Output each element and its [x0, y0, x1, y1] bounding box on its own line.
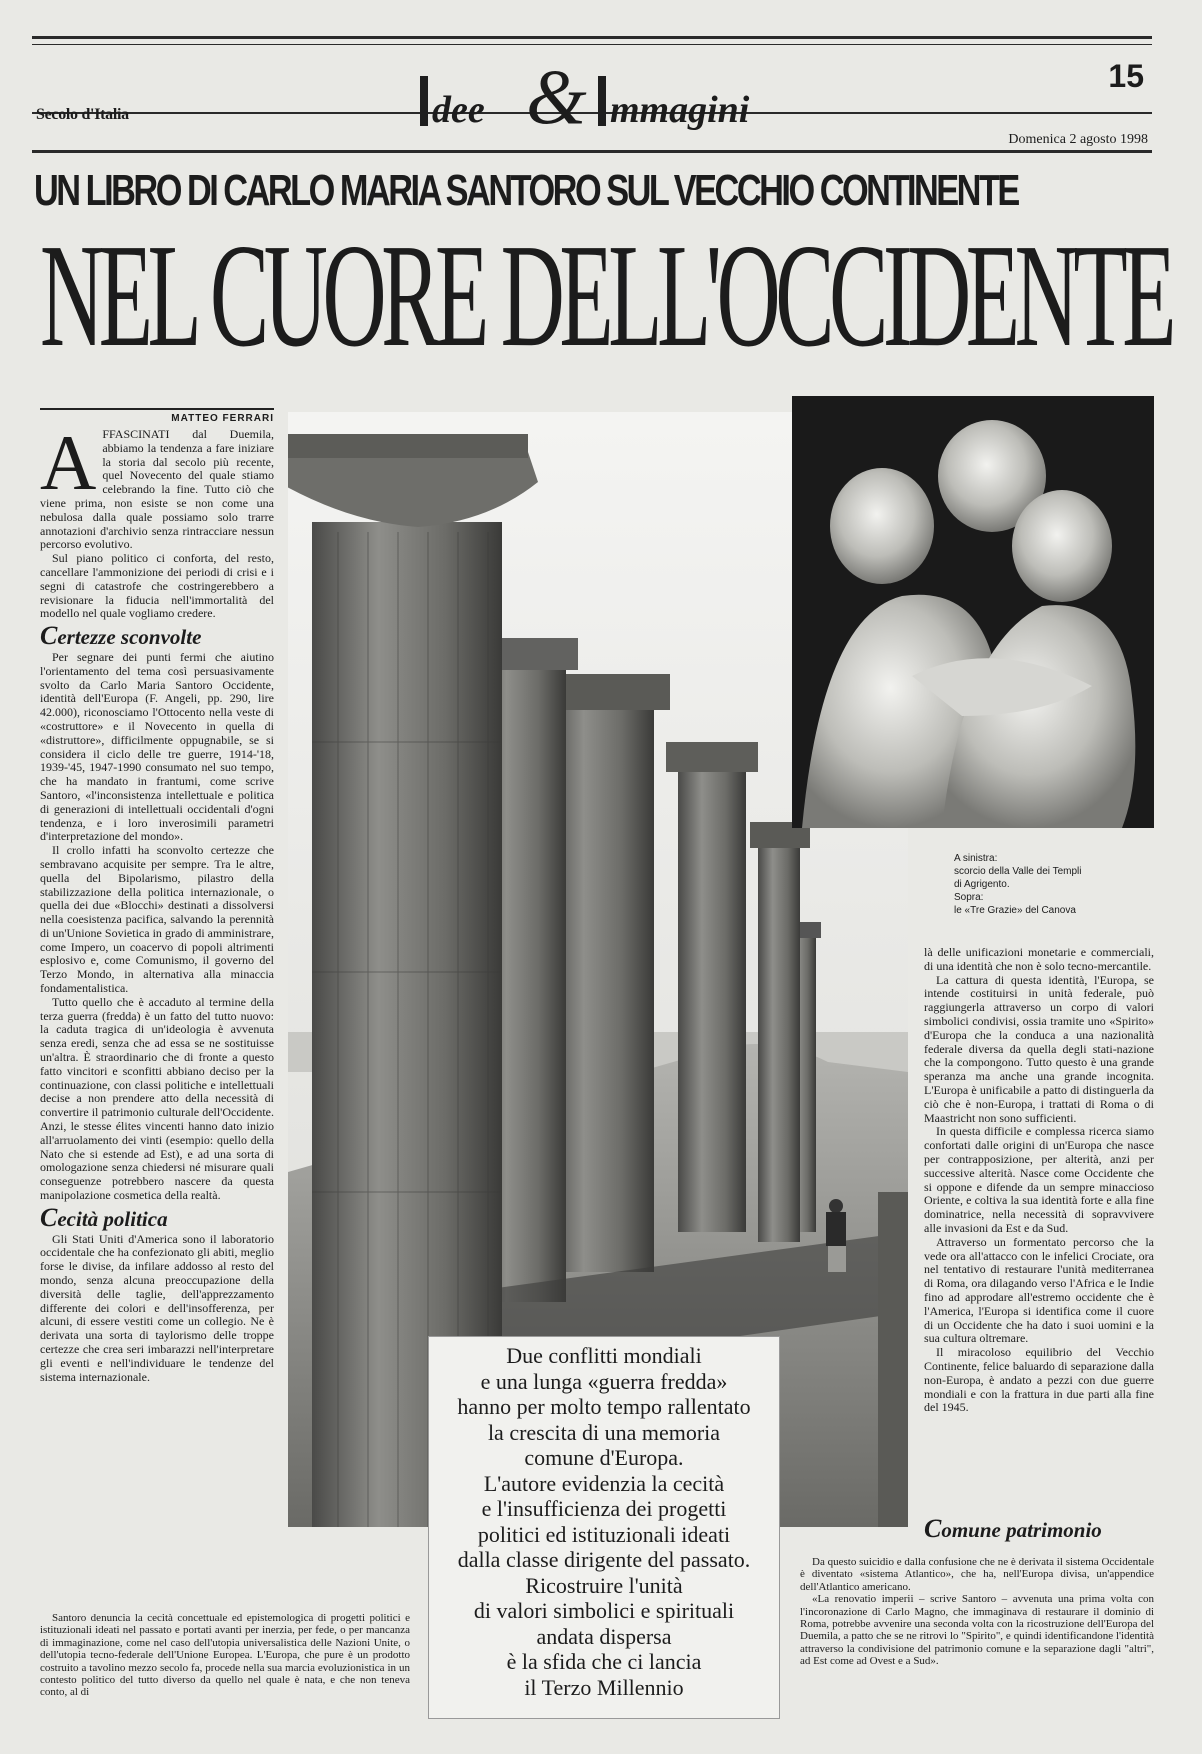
article-kicker: UN LIBRO DI CARLO MARIA SANTORO SUL VECCHIO CONTINENTE: [34, 166, 1018, 215]
subheading-comune: Comune patrimonio: [924, 1514, 1102, 1543]
paragraph: là delle unificazioni monetarie e commerciali, di una identità che non è solo tecno-mercantile.: [924, 945, 1154, 973]
three-graces-photo: [792, 396, 1154, 828]
photo-caption: A sinistra: scorcio della Valle dei Templi di Agrigento. Sopra: le «Tre Grazie» del Canova: [954, 853, 1082, 916]
paragraph: AFFASCINATI dal Duemila, abbiamo la tendenza a fare iniziare la storia dal secolo più recente, quel Novecento del quale stiamo celebrando la fine. Tutto ciò che viene prima, non esiste se non come una nebulosa dalla quale possiamo solo trarre annotazioni d'archivio senza rintracciare nessun percorso evolutivo.: [40, 419, 274, 552]
paragraph: Santoro denuncia la cecità concettuale ed epistemologica di progetti politici e istituzionali ideati nel passato e portati avanti per inerzia, per fede, o per mancanza di immaginazione, come nel caso dell'utopia universalistica delle Nazioni Unite, o dell'utopia tecno-federale dell'Unione Europea. L'Europa, che pure è un prodotto costruito a tavolino mezzo secolo fa, procede nella sua marcia evoluzionistica in un contesto politico del tutto diverso da quello nel quale è nata, e che non teneva conto, al di: [40, 1612, 410, 1699]
paragraph: Il miracoloso equilibrio del Vecchio Continente, felice baluardo di separazione dalla non-Europa, è andato a pezzi con due guerre mondiali e con la frattura in due parti alla fine del 1945.: [924, 1345, 1154, 1415]
issue-date: Domenica 2 agosto 1998: [1008, 132, 1148, 147]
paragraph: «La renovatio imperii – scrive Santoro – avvenuta una prima volta con l'incoronazione di Carlo Magno, che immaginava di restaurare il dominio di Roma, potrebbe avvenire una seconda volta con la ricostruzione dell'Europa del Duemila, a patto che se ne ritrovi lo "Spirito", e quindi identificandone l'identità attraverso la condivisione del patrimonio comune e la separazione dagli "altri", ad Est come ad Ovest e a Sud».: [800, 1593, 1154, 1668]
page-number: 15: [1108, 58, 1144, 94]
three-graces-image: [792, 396, 1154, 828]
subheading-cecita: Cecità politica: [40, 1202, 168, 1232]
column-left-bottom: [40, 1612, 410, 1699]
subheading-comune-wrap: [924, 1514, 1154, 1543]
section-word-1: dee: [432, 89, 485, 131]
section-bar-right: [598, 76, 606, 126]
byline: MATTEO FERRARI: [40, 408, 274, 424]
section-bar-left: [420, 76, 428, 126]
paragraph: Per segnare dei punti fermi che aiutino l'orientamento del tema così persuasivamente svolto da Carlo Maria Santoro Occidente, identità dell'Europa (F. Angeli, pp. 290, lire 42.000), riconosciamo l'Ottocento nella veste di «costruttore» e il Novecento in quella di «distruttore», difficilmente oppugnabile, se si considera il ciclo delle tre guerre, 1914-'18, 1939-'45, 1947-1990 consumato nel suo tempo, che ha mandato in frantumi, come scrive Santoro, «l'inconsistenza intellettuale e politica di generazioni di intellettuali occidentali d'ogni tendenza, e i loro inverosimili parametri d'interpretazione del mondo».: [40, 649, 274, 844]
newspaper-name: Secolo d'Italia: [36, 106, 129, 123]
column-left: [40, 419, 274, 1384]
column-right: [924, 946, 1154, 1415]
paragraph: In questa difficile e complessa ricerca siamo confortati dalle origini di un'Europa che nasce per contrapposizione, per alterità, anzi per successive alterità. Nasce come Occidente che si oppone e difende da un sempre minaccioso Oriente, e coltiva la sua identità forte e alla fine dominatrice, nella necessità di sopravvivere alle invasioni da Est e da Sud.: [924, 1124, 1154, 1235]
paragraph: La cattura di questa identità, l'Europa, se intende costituirsi in unità federale, può raggiungerla attraverso un corpo di valori simbolici condivisi, ossia tramite uno «Spirito» d'Europa che la conduca a una nazionalità federale diversa da quella degli stati-nazione che la compongono. Tutto questo è una grande speranza ma anche una grande incognita. L'Europa è unificabile a patto di distinguerla da ciò che è non-Europa, i trattati di Roma o di Maastricht non sono sufficienti.: [924, 972, 1154, 1125]
section-word-2: mmagini: [610, 89, 750, 131]
section-title: [410, 32, 790, 140]
article-headline: NEL CUORE DELL'OCCIDENTE: [40, 214, 1172, 378]
paragraph: Da questo suicidio e dalla confusione che ne è derivata il sistema Occidentale è diventato «sistema Atlantico», che ha, nell'Europa divisa, un'appendice dell'Atlantico americano.: [800, 1556, 1154, 1593]
paragraph: Gli Stati Uniti d'America sono il laboratorio occidentale che ha confezionato gli abiti, meglio forse le divise, da infilare addosso al resto del mondo, senza alcuna preoccupazione della diversità delle taglie, dell'apprezzamento differente dei colori e dell'insofferenza, per alcuni, di essere vestiti come un collegio. Ne è derivata una sorta di taylorismo delle troppe certezze che crea seri imbarazzi nell'interpretare gli eventi e nell'individuare le tendenze del sistema internazionale.: [40, 1231, 274, 1384]
paragraph: Sul piano politico ci conforta, del resto, cancellare l'ammonizione dei periodi di crisi e i segni di catastrofe che costringerebbero a revisionare la fiducia nell'immortalità del modello nel quale vogliamo credere.: [40, 551, 274, 621]
paragraph: Attraverso un formentato percorso che la vede ora all'attacco con le infelici Crociate, ora nel tentativo di restaurare l'unità mediterranea di Roma, ora dilagando verso l'Africa e le Indie fino ad approdare all'estremo occidente che è l'America, l'Europa si identifica come il cuore di un Occidente che ha dato i suoi uomini e la sua cultura oltremare.: [924, 1234, 1154, 1346]
column-right-bottom: [800, 1556, 1154, 1668]
drop-cap: A: [40, 419, 97, 506]
section-ampersand: &: [526, 53, 587, 140]
paragraph: Il crollo infatti ha sconvolto certezze che sembravano acquisite per sempre. Tra le altre, quella del Bipolarismo, pilastro della stabilizzazione della politica internazionale, o quella dei due «Blocchi» destinati a dissolversi nella coesistenza pacifica, salvando la perennità di un'Unione Sovietica in grado di amministrare, come Impero, un coacervo di popoli altrimenti esplosivo e, come Comunismo, il governo del Terzo Mondo, in alternativa alla minaccia fondamentalistica.: [40, 843, 274, 996]
paragraph: Tutto quello che è accaduto al termine della terza guerra (fredda) è un fatto del tutto nuovo: la caduta tragica di un'ideologia è avvenuta senza eredi, senza che ad essa se ne sostituisse un'altra. È straordinario che di fronte a questo fatto vincitori e sconfitti abbiano deciso per la continuazione, con classi politiche e intellettuali decise a non prendere atto della necessità di convertire il patrimonio culturale dell'Occidente. Anzi, le stesse élites vincenti hanno dato inizio all'arruolamento dei vinti (esempio: quello della Nato che si estende ad Est), e ad una sorta di omologazione senza chiedersi né misurare quali conseguenze potrebbero nascere da questa manipolazione cosmetica della realtà.: [40, 994, 274, 1203]
pull-quote: Due conflitti mondiali e una lunga «guerra fredda» hanno per molto tempo rallentato la crescita di una memoria comune d'Europa. L'autore evidenzia la cecità e l'insufficienza dei progetti politici ed istituzionali ideati dalla classe dirigente del passato. Ricostruire l'unità di valori simbolici e spirituali andata dispersa è la sfida che ci lancia il Terzo Millennio: [428, 1336, 780, 1719]
subheading-certezze: Certezze sconvolte: [40, 621, 202, 651]
date-rule: [32, 150, 1152, 153]
